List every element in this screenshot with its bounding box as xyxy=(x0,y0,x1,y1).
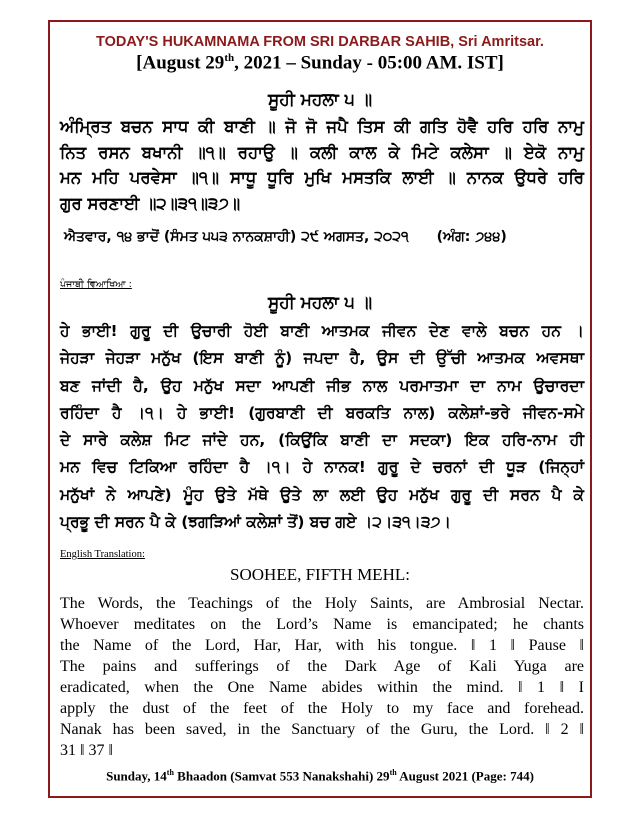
explanation-line: ਜੇਹੜਾ ਜੇਹੜਾ ਮਨੁੱਖ (ਇਸ ਬਾਣੀ ਨੂੰ) ਜਪਦਾ ਹੈ, ਉਸ ਦੀ ਉੱਚੀ ਆਤਮਕ ਅਵਸਥਾ xyxy=(60,349,584,368)
explanation-line: ਮਨੁੱਖਾਂ ਨੇ ਆਪਣੇ) ਮੂੰਹ ਉਤੇ ਮੱਥੇ ਉਤੇ ਲਾ ਲਈ ਉਹ ਮਨੁੱਖ ਗੁਰੂ ਦੀ ਸਰਨ ਪੈ ਕੇ xyxy=(60,485,584,504)
footer-part: Bhaadon (Samvat 553 Nanakshahi) 29 xyxy=(173,768,390,784)
footer-part: August 2021 (Page: 744) xyxy=(396,768,534,784)
shabad-line: ਗੁਰ ਸਰਣਾਈ ॥੨॥੩੧॥੩੭॥ xyxy=(60,193,241,213)
explanation-line: ਦੇ ਸਾਰੇ ਕਲੇਸ਼ ਮਿਟ ਜਾਂਦੇ ਹਨ, (ਕਿਉਂਕਿ ਬਾਣੀ ਦਾ ਸਦਕਾ) ਇਕ ਹਰਿ-ਨਾਮ ਹੀ xyxy=(60,431,584,450)
date-superscript: th xyxy=(224,52,235,64)
explanation-line: ਪ੍ਰਭੂ ਦੀ ਸਰਨ ਪੈ ਕੇ (ਝਗੜਿਆਂ ਕਲੇਸ਼ਾਂ ਤੋਂ) ਬਚ ਗਏ ।੨।੩੧।੩੭। xyxy=(60,513,451,532)
translation-line: Whoever meditates on the Lord’s Name is emancipated; he chants xyxy=(60,616,584,633)
explanation-line: ਬਣ ਜਾਂਦੀ ਹੈ, ਉਹ ਮਨੁੱਖ ਸਦਾ ਆਪਣੀ ਜੀਭ ਨਾਲ ਪਰਮਾਤਮਾ ਦਾ ਨਾਮ ਉਚਾਰਦਾ xyxy=(60,376,584,395)
translation-line: the Name of the Lord, Har, Har, with his tongue. ‖ 1 ‖ Pause ‖ xyxy=(60,637,584,654)
english-heading: SOOHEE, FIFTH MEHL: xyxy=(230,565,410,584)
explanation-line: ਹੇ ਭਾਈ! ਗੁਰੂ ਦੀ ਉਚਾਰੀ ਹੋਈ ਬਾਣੀ ਆਤਮਕ ਜੀਵਨ ਦੇਣ ਵਾਲੇ ਬਚਨ ਹਨ । xyxy=(60,322,584,340)
shabad-line: ਅੰਮ੍ਰਿਤ ਬਚਨ ਸਾਧ ਕੀ ਬਾਣੀ ॥ ਜੋ ਜੋ ਜਪੈ ਤਿਸ ਕੀ ਗਤਿ ਹੋਵੈ ਹਰਿ ਹਰਿ ਨਾਮੁ xyxy=(60,117,584,136)
translation-line: Nanak has been saved, in the Sanctuary of the Guru, the Lord. ‖ 2 ‖ xyxy=(60,721,584,738)
page-title: TODAY'S HUKAMNAMA FROM SRI DARBAR SAHIB, Sri Amritsar. xyxy=(96,34,544,50)
shabad-heading: ਸੂਹੀ ਮਹਲਾ ੫ ॥ xyxy=(267,90,373,110)
gurmukhi-date: ਐਤਵਾਰ, ੧੪ ਭਾਦੋਂ (ਸੰਮਤ ੫੫੩ ਨਾਨਕਸ਼ਾਹੀ) ੨੯ ਅਗਸਤ, ੨੦੨੧ xyxy=(64,229,409,245)
gurmukhi-date-line xyxy=(64,229,584,245)
punjabi-explanation-label: ਪੰਜਾਬੀ ਵਿਆਖਿਆ : xyxy=(60,279,132,290)
translation-line: The pains and sufferings of the Dark Age of Kali Yuga are xyxy=(60,658,584,675)
english-translation-text xyxy=(60,593,584,761)
date-prefix: [August 29 xyxy=(136,52,225,74)
english-translation-label: English Translation: xyxy=(60,549,145,560)
translation-line: 31 ‖ 37 ‖ xyxy=(60,742,113,759)
shabad-line: ਮਨ ਮਹਿ ਪਰਵੇਸਾ ॥੧॥ ਸਾਧੂ ਧੂਰਿ ਮੁਖਿ ਮਸਤਕਿ ਲਾਈ ॥ ਨਾਨਕ ਉਧਰੇ ਹਰਿ xyxy=(60,168,584,187)
shabad-line: ਨਿਤ ਰਸਨ ਬਖਾਨੀ ॥੧॥ ਰਹਾਉ ॥ ਕਲੀ ਕਾਲ ਕੇ ਮਿਟੇ ਕਲੇਸਾ ॥ ਏਕੋ ਨਾਮੁ xyxy=(60,142,584,162)
shabad-text xyxy=(60,114,584,216)
ang-number: (ਅੰਗ: ੭੪੪) xyxy=(436,229,507,245)
explanation-line: ਮਨ ਵਿਚ ਟਿਕਿਆ ਰਹਿੰਦਾ ਹੈ ।੧। ਹੇ ਨਾਨਕ! ਗੁਰੂ ਦੇ ਚਰਨਾਂ ਦੀ ਧੂੜ (ਜਿਨ੍ਹਾਂ xyxy=(60,458,584,477)
footer-part: Sunday, 14 xyxy=(106,768,167,784)
footer-superscript: th xyxy=(166,768,174,777)
translation-line: eradicated, when the One Name abides within the mind. ‖ 1 ‖ I xyxy=(60,679,584,696)
explanation-line: ਰਹਿੰਦਾ ਹੈ ।੧। ਹੇ ਭਾਈ! (ਗੁਰਬਾਣੀ ਦੀ ਬਰਕਤਿ ਨਾਲ) ਕਲੇਸ਼ਾਂ-ਭਰੇ ਜੀਵਨ-ਸਮੇ xyxy=(60,403,584,422)
date-suffix: , 2021 – Sunday - 05:00 AM. IST] xyxy=(234,52,504,74)
footer-date xyxy=(0,768,640,784)
translation-line: apply the dust of the feet of the Holy to my face and forehead. xyxy=(60,700,584,717)
date-line xyxy=(0,52,640,74)
punjabi-explanation-text xyxy=(60,318,584,536)
explanation-heading: ਸੂਹੀ ਮਹਲਾ ੫ ॥ xyxy=(267,293,373,313)
footer-superscript: th xyxy=(389,768,397,777)
translation-line: The Words, the Teachings of the Holy Saints, are Ambrosial Nectar. xyxy=(60,595,584,612)
